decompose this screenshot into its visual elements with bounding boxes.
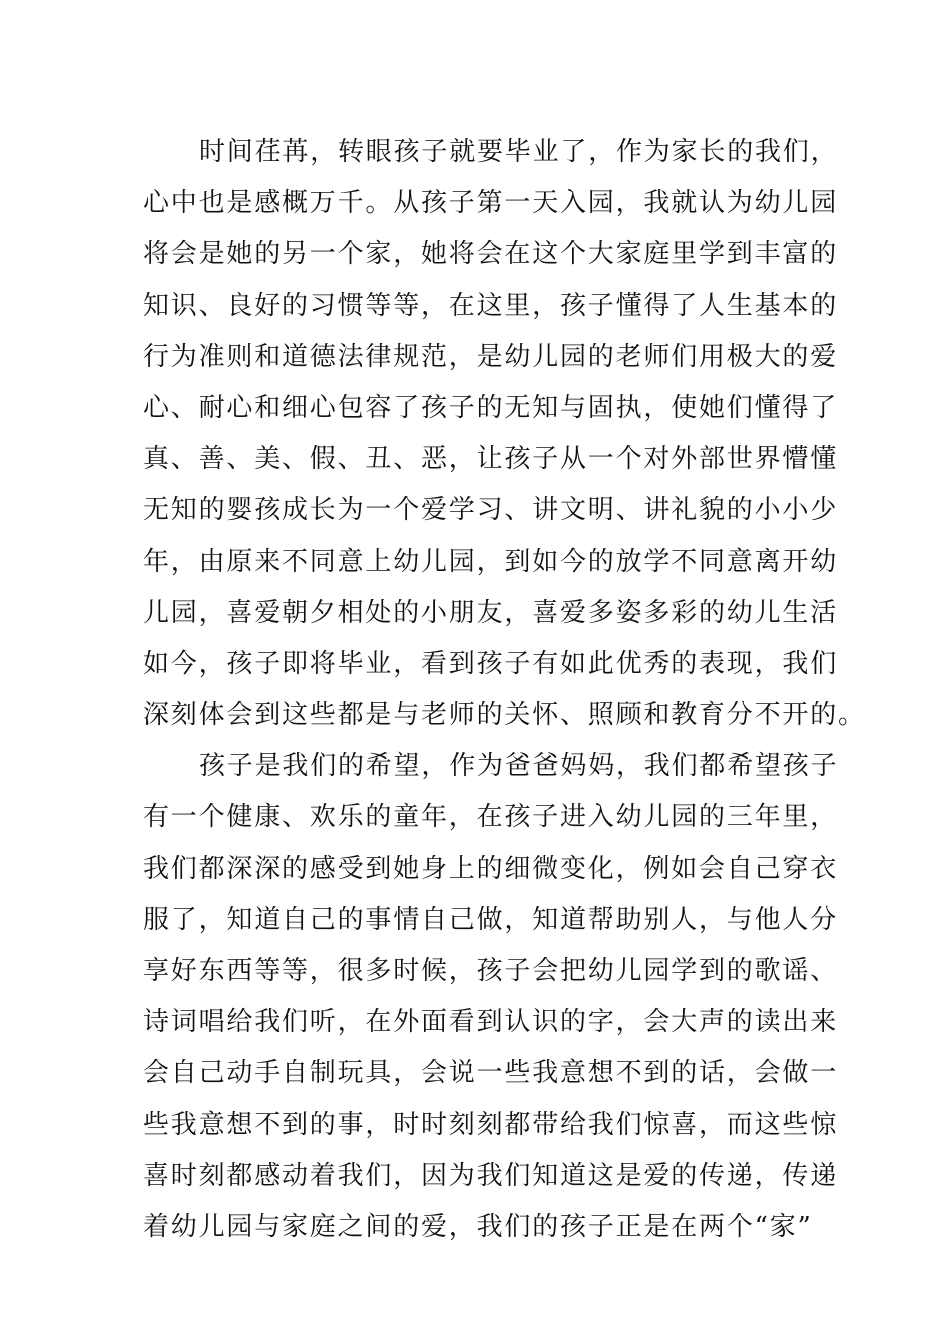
paragraph-2-line: 服了，知道自己的事情自己做，知道帮助别人，与他人分 — [143, 904, 839, 935]
paragraph-1-line: 心中也是感概万千。从孩子第一天入园，我就认为幼儿园 — [143, 188, 839, 219]
paragraph-1-line: 心、耐心和细心包容了孩子的无知与固执，使她们懂得了 — [143, 392, 839, 423]
paragraph-1-line: 时间荏苒，转眼孩子就要毕业了，作为家长的我们， — [199, 137, 839, 167]
paragraph-1-line: 深刻体会到这些都是与老师的关怀、照顾和教育分不开的。 — [143, 700, 866, 731]
paragraph-1-line: 无知的婴孩成长为一个爱学习、讲文明、讲礼貌的小小少 — [143, 495, 839, 526]
body-text — [143, 127, 866, 1253]
paragraph-2-line: 着幼儿园与家庭之间的爱，我们的孩子正是在两个“家” — [143, 1211, 813, 1242]
paragraph-2-line: 会自己动手自制玩具，会说一些我意想不到的话，会做一 — [143, 1058, 839, 1089]
paragraph-1-line: 年，由原来不同意上幼儿园，到如今的放学不同意离开幼 — [143, 546, 839, 577]
paragraph-1-line: 行为准则和道德法律规范，是幼儿园的老师们用极大的爱 — [143, 341, 839, 372]
paragraph-2-line: 有一个健康、欢乐的童年，在孩子进入幼儿园的三年里， — [143, 802, 839, 833]
paragraph-1-line: 儿园，喜爱朝夕相处的小朋友，喜爱多姿多彩的幼儿生活 — [143, 597, 839, 628]
paragraph-2-line: 孩子是我们的希望，作为爸爸妈妈，我们都希望孩子 — [199, 751, 839, 782]
paragraph-2-line: 享好东西等等，很多时候，孩子会把幼儿园学到的歌谣、 — [143, 956, 839, 986]
paragraph-2-line: 些我意想不到的事，时时刻刻都带给我们惊喜，而这些惊 — [143, 1109, 839, 1140]
paragraph-2-line: 诗词唱给我们听，在外面看到认识的字，会大声的读出来 — [143, 1007, 839, 1038]
paragraph-1-line: 如今，孩子即将毕业，看到孩子有如此优秀的表现，我们 — [143, 648, 839, 679]
paragraph-1-line: 将会是她的另一个家，她将会在这个大家庭里学到丰富的 — [143, 239, 839, 270]
paragraph-1-line: 知识、良好的习惯等等，在这里，孩子懂得了人生基本的 — [143, 290, 839, 321]
paragraph-2-line: 喜时刻都感动着我们，因为我们知道这是爱的传递，传递 — [143, 1160, 839, 1191]
paragraph-2-line: 我们都深深的感受到她身上的细微变化，例如会自己穿衣 — [143, 853, 839, 884]
paragraph-1-line: 真、善、美、假、丑、恶，让孩子从一个对外部世界懵懂 — [143, 444, 839, 475]
